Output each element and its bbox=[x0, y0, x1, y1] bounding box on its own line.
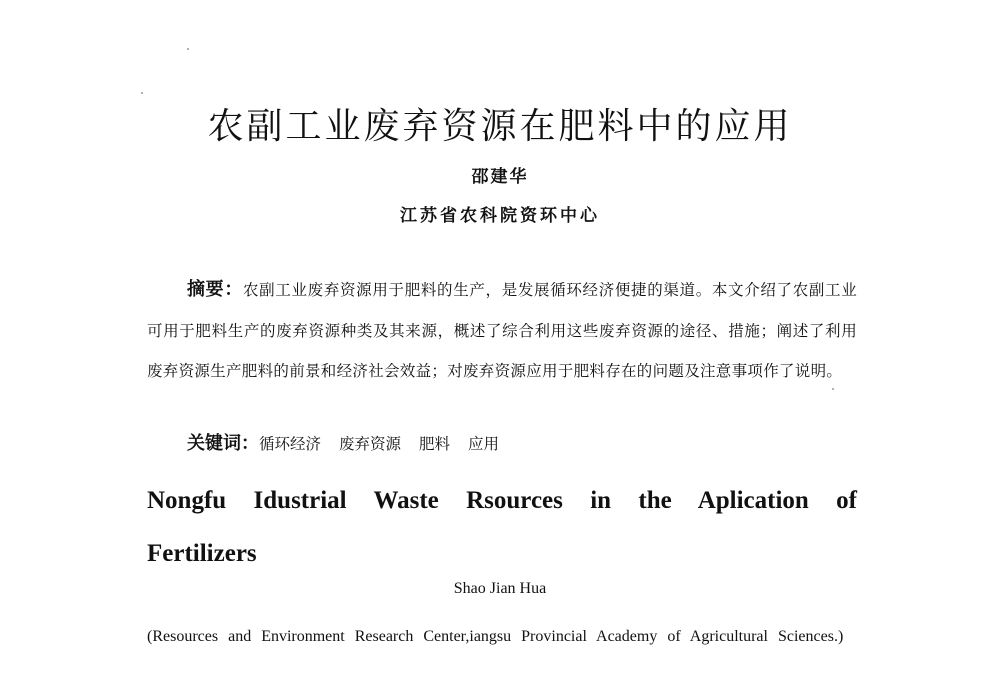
scan-speck bbox=[187, 48, 189, 50]
keyword: 应用 bbox=[468, 435, 500, 453]
author-name: 邵建华 bbox=[471, 167, 529, 187]
abstract-paragraph bbox=[147, 270, 857, 392]
english-title: Nongfu Idustrial Waste Rsources in the Aplication of Fertilizers bbox=[147, 487, 857, 567]
abstract-text: 农副工业废弃资源用于肥料的生产，是发展循环经济便捷的渠道。本文介绍了农副工业可用于肥料生产的废弃资源种类及其来源，概述了综合利用这些废弃资源的途径、措施；阐述了利用废弃资源生产肥料的前景和经济社会效益；对废弃资源应用于肥料存在的问题及注意事项作了说明。 bbox=[147, 281, 858, 380]
english-affiliation: (Resources and Environment Research Center,iangsu Provincial Academy of Agricultural Sciences.) bbox=[147, 628, 844, 645]
english-author: Shao Jian Hua bbox=[453, 580, 547, 597]
author-affiliation: 江苏省农科院资环中心 bbox=[400, 206, 600, 226]
keywords-line bbox=[187, 429, 517, 459]
keywords-label: 关键词： bbox=[187, 433, 259, 454]
keyword: 循环经济 bbox=[259, 435, 322, 453]
keyword: 废弃资源 bbox=[339, 435, 402, 453]
abstract-label: 摘要： bbox=[187, 279, 244, 300]
keyword: 肥料 bbox=[419, 435, 451, 453]
scan-speck bbox=[141, 92, 143, 94]
paper-title: 农副工业废弃资源在肥料中的应用 bbox=[207, 106, 793, 147]
